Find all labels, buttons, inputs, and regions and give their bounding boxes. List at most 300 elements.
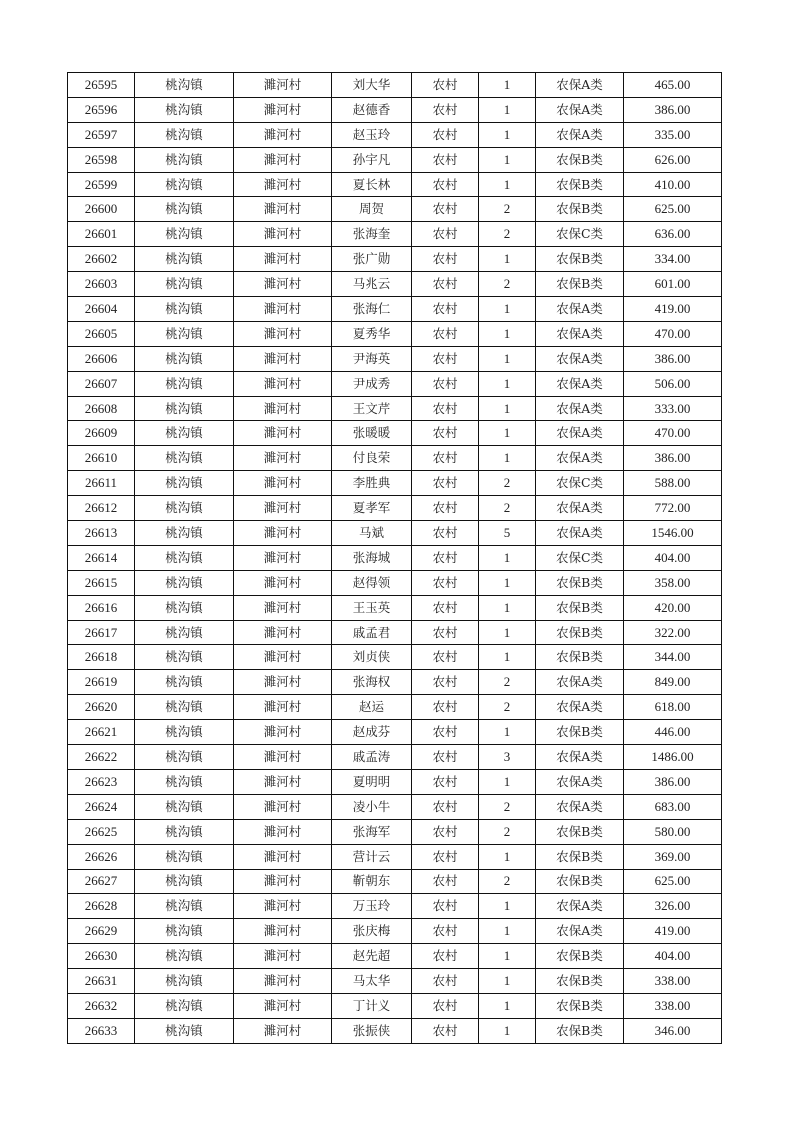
amount-cell: 1486.00 [624, 745, 722, 770]
household-type-cell: 农村 [412, 446, 479, 471]
town-cell: 桃沟镇 [135, 769, 234, 794]
amount-cell: 386.00 [624, 446, 722, 471]
amount-cell: 849.00 [624, 670, 722, 695]
person-count-cell: 1 [479, 346, 536, 371]
town-cell: 桃沟镇 [135, 272, 234, 297]
amount-cell: 386.00 [624, 97, 722, 122]
name-cell: 靳朝东 [332, 869, 412, 894]
amount-cell: 470.00 [624, 421, 722, 446]
serial-number-cell: 26632 [68, 993, 135, 1018]
category-cell: 农保A类 [536, 894, 624, 919]
household-type-cell: 农村 [412, 147, 479, 172]
household-type-cell: 农村 [412, 97, 479, 122]
name-cell: 丁计义 [332, 993, 412, 1018]
name-cell: 张振侠 [332, 1018, 412, 1043]
name-cell: 营计云 [332, 844, 412, 869]
town-cell: 桃沟镇 [135, 969, 234, 994]
village-cell: 濉河村 [234, 396, 332, 421]
serial-number-cell: 26609 [68, 421, 135, 446]
household-type-cell: 农村 [412, 73, 479, 98]
village-cell: 濉河村 [234, 247, 332, 272]
household-type-cell: 农村 [412, 720, 479, 745]
person-count-cell: 1 [479, 247, 536, 272]
name-cell: 戚孟涛 [332, 745, 412, 770]
category-cell: 农保A类 [536, 446, 624, 471]
serial-number-cell: 26614 [68, 545, 135, 570]
table-row [68, 147, 722, 172]
town-cell: 桃沟镇 [135, 247, 234, 272]
household-type-cell: 农村 [412, 272, 479, 297]
table-row [68, 297, 722, 322]
table-row [68, 969, 722, 994]
amount-cell: 419.00 [624, 297, 722, 322]
household-type-cell: 农村 [412, 794, 479, 819]
name-cell: 赵先超 [332, 944, 412, 969]
town-cell: 桃沟镇 [135, 819, 234, 844]
person-count-cell: 1 [479, 720, 536, 745]
household-type-cell: 农村 [412, 944, 479, 969]
person-count-cell: 1 [479, 969, 536, 994]
amount-cell: 470.00 [624, 321, 722, 346]
person-count-cell: 1 [479, 993, 536, 1018]
village-cell: 濉河村 [234, 371, 332, 396]
town-cell: 桃沟镇 [135, 396, 234, 421]
village-cell: 濉河村 [234, 944, 332, 969]
serial-number-cell: 26628 [68, 894, 135, 919]
amount-cell: 580.00 [624, 819, 722, 844]
person-count-cell: 2 [479, 869, 536, 894]
serial-number-cell: 26608 [68, 396, 135, 421]
person-count-cell: 2 [479, 272, 536, 297]
household-type-cell: 农村 [412, 471, 479, 496]
town-cell: 桃沟镇 [135, 794, 234, 819]
household-type-cell: 农村 [412, 496, 479, 521]
serial-number-cell: 26624 [68, 794, 135, 819]
village-cell: 濉河村 [234, 695, 332, 720]
category-cell: 农保B类 [536, 272, 624, 297]
person-count-cell: 3 [479, 745, 536, 770]
town-cell: 桃沟镇 [135, 321, 234, 346]
village-cell: 濉河村 [234, 321, 332, 346]
table-row [68, 819, 722, 844]
category-cell: 农保B类 [536, 570, 624, 595]
serial-number-cell: 26600 [68, 197, 135, 222]
category-cell: 农保B类 [536, 595, 624, 620]
category-cell: 农保B类 [536, 969, 624, 994]
serial-number-cell: 26622 [68, 745, 135, 770]
town-cell: 桃沟镇 [135, 670, 234, 695]
name-cell: 李胜典 [332, 471, 412, 496]
allowance-table [67, 72, 722, 1044]
serial-number-cell: 26606 [68, 346, 135, 371]
village-cell: 濉河村 [234, 769, 332, 794]
category-cell: 农保B类 [536, 944, 624, 969]
amount-cell: 419.00 [624, 919, 722, 944]
serial-number-cell: 26601 [68, 222, 135, 247]
household-type-cell: 农村 [412, 595, 479, 620]
table-row [68, 769, 722, 794]
household-type-cell: 农村 [412, 993, 479, 1018]
village-cell: 濉河村 [234, 446, 332, 471]
table-row [68, 247, 722, 272]
amount-cell: 333.00 [624, 396, 722, 421]
serial-number-cell: 26596 [68, 97, 135, 122]
village-cell: 濉河村 [234, 670, 332, 695]
village-cell: 濉河村 [234, 471, 332, 496]
amount-cell: 326.00 [624, 894, 722, 919]
name-cell: 张庆梅 [332, 919, 412, 944]
table-row [68, 570, 722, 595]
serial-number-cell: 26617 [68, 620, 135, 645]
village-cell: 濉河村 [234, 97, 332, 122]
amount-cell: 338.00 [624, 993, 722, 1018]
person-count-cell: 1 [479, 97, 536, 122]
serial-number-cell: 26598 [68, 147, 135, 172]
town-cell: 桃沟镇 [135, 570, 234, 595]
household-type-cell: 农村 [412, 371, 479, 396]
town-cell: 桃沟镇 [135, 1018, 234, 1043]
village-cell: 濉河村 [234, 421, 332, 446]
village-cell: 濉河村 [234, 894, 332, 919]
household-type-cell: 农村 [412, 894, 479, 919]
person-count-cell: 2 [479, 197, 536, 222]
category-cell: 农保A类 [536, 346, 624, 371]
name-cell: 王文芹 [332, 396, 412, 421]
name-cell: 夏秀华 [332, 321, 412, 346]
category-cell: 农保B类 [536, 247, 624, 272]
village-cell: 濉河村 [234, 720, 332, 745]
table-row [68, 844, 722, 869]
category-cell: 农保C类 [536, 222, 624, 247]
person-count-cell: 2 [479, 794, 536, 819]
serial-number-cell: 26627 [68, 869, 135, 894]
category-cell: 农保A类 [536, 794, 624, 819]
serial-number-cell: 26620 [68, 695, 135, 720]
town-cell: 桃沟镇 [135, 720, 234, 745]
town-cell: 桃沟镇 [135, 446, 234, 471]
household-type-cell: 农村 [412, 172, 479, 197]
serial-number-cell: 26629 [68, 919, 135, 944]
table-row [68, 421, 722, 446]
category-cell: 农保A类 [536, 421, 624, 446]
category-cell: 农保B类 [536, 844, 624, 869]
village-cell: 濉河村 [234, 645, 332, 670]
amount-cell: 625.00 [624, 869, 722, 894]
town-cell: 桃沟镇 [135, 172, 234, 197]
town-cell: 桃沟镇 [135, 595, 234, 620]
town-cell: 桃沟镇 [135, 197, 234, 222]
village-cell: 濉河村 [234, 869, 332, 894]
household-type-cell: 农村 [412, 396, 479, 421]
amount-cell: 601.00 [624, 272, 722, 297]
town-cell: 桃沟镇 [135, 620, 234, 645]
household-type-cell: 农村 [412, 197, 479, 222]
table-row [68, 371, 722, 396]
amount-cell: 506.00 [624, 371, 722, 396]
category-cell: 农保A类 [536, 396, 624, 421]
household-type-cell: 农村 [412, 620, 479, 645]
amount-cell: 338.00 [624, 969, 722, 994]
person-count-cell: 1 [479, 371, 536, 396]
table-row [68, 670, 722, 695]
village-cell: 濉河村 [234, 794, 332, 819]
household-type-cell: 农村 [412, 769, 479, 794]
serial-number-cell: 26595 [68, 73, 135, 98]
name-cell: 付良荣 [332, 446, 412, 471]
table-row [68, 396, 722, 421]
person-count-cell: 2 [479, 471, 536, 496]
town-cell: 桃沟镇 [135, 371, 234, 396]
town-cell: 桃沟镇 [135, 869, 234, 894]
amount-cell: 369.00 [624, 844, 722, 869]
town-cell: 桃沟镇 [135, 919, 234, 944]
serial-number-cell: 26626 [68, 844, 135, 869]
serial-number-cell: 26604 [68, 297, 135, 322]
table-row [68, 321, 722, 346]
table-row [68, 97, 722, 122]
person-count-cell: 2 [479, 670, 536, 695]
table-row [68, 197, 722, 222]
town-cell: 桃沟镇 [135, 993, 234, 1018]
name-cell: 张海权 [332, 670, 412, 695]
serial-number-cell: 26631 [68, 969, 135, 994]
person-count-cell: 2 [479, 222, 536, 247]
serial-number-cell: 26625 [68, 819, 135, 844]
amount-cell: 404.00 [624, 545, 722, 570]
household-type-cell: 农村 [412, 919, 479, 944]
table-row [68, 993, 722, 1018]
town-cell: 桃沟镇 [135, 496, 234, 521]
household-type-cell: 农村 [412, 521, 479, 546]
table-row [68, 73, 722, 98]
category-cell: 农保B类 [536, 869, 624, 894]
amount-cell: 1546.00 [624, 521, 722, 546]
amount-cell: 420.00 [624, 595, 722, 620]
name-cell: 凌小牛 [332, 794, 412, 819]
serial-number-cell: 26616 [68, 595, 135, 620]
table-row [68, 545, 722, 570]
table-row [68, 1018, 722, 1043]
name-cell: 戚孟君 [332, 620, 412, 645]
name-cell: 孙宇凡 [332, 147, 412, 172]
village-cell: 濉河村 [234, 272, 332, 297]
table-row [68, 720, 722, 745]
household-type-cell: 农村 [412, 819, 479, 844]
person-count-cell: 1 [479, 645, 536, 670]
category-cell: 农保B类 [536, 197, 624, 222]
household-type-cell: 农村 [412, 570, 479, 595]
amount-cell: 626.00 [624, 147, 722, 172]
name-cell: 夏明明 [332, 769, 412, 794]
village-cell: 濉河村 [234, 595, 332, 620]
household-type-cell: 农村 [412, 670, 479, 695]
amount-cell: 334.00 [624, 247, 722, 272]
name-cell: 赵运 [332, 695, 412, 720]
category-cell: 农保A类 [536, 496, 624, 521]
village-cell: 濉河村 [234, 919, 332, 944]
village-cell: 濉河村 [234, 172, 332, 197]
category-cell: 农保B类 [536, 172, 624, 197]
amount-cell: 346.00 [624, 1018, 722, 1043]
name-cell: 周贺 [332, 197, 412, 222]
name-cell: 尹成秀 [332, 371, 412, 396]
amount-cell: 683.00 [624, 794, 722, 819]
amount-cell: 344.00 [624, 645, 722, 670]
town-cell: 桃沟镇 [135, 545, 234, 570]
serial-number-cell: 26602 [68, 247, 135, 272]
village-cell: 濉河村 [234, 620, 332, 645]
town-cell: 桃沟镇 [135, 346, 234, 371]
village-cell: 濉河村 [234, 969, 332, 994]
category-cell: 农保B类 [536, 645, 624, 670]
table-row [68, 745, 722, 770]
amount-cell: 618.00 [624, 695, 722, 720]
amount-cell: 404.00 [624, 944, 722, 969]
table-row [68, 944, 722, 969]
household-type-cell: 农村 [412, 346, 479, 371]
amount-cell: 322.00 [624, 620, 722, 645]
town-cell: 桃沟镇 [135, 745, 234, 770]
table-row [68, 894, 722, 919]
category-cell: 农保A类 [536, 745, 624, 770]
name-cell: 张海城 [332, 545, 412, 570]
serial-number-cell: 26619 [68, 670, 135, 695]
table-row [68, 521, 722, 546]
category-cell: 农保A类 [536, 521, 624, 546]
person-count-cell: 5 [479, 521, 536, 546]
category-cell: 农保A类 [536, 769, 624, 794]
serial-number-cell: 26607 [68, 371, 135, 396]
village-cell: 濉河村 [234, 346, 332, 371]
amount-cell: 588.00 [624, 471, 722, 496]
household-type-cell: 农村 [412, 869, 479, 894]
town-cell: 桃沟镇 [135, 73, 234, 98]
person-count-cell: 1 [479, 421, 536, 446]
category-cell: 农保A类 [536, 297, 624, 322]
household-type-cell: 农村 [412, 695, 479, 720]
village-cell: 濉河村 [234, 993, 332, 1018]
serial-number-cell: 26611 [68, 471, 135, 496]
household-type-cell: 农村 [412, 247, 479, 272]
table-row [68, 346, 722, 371]
town-cell: 桃沟镇 [135, 695, 234, 720]
household-type-cell: 农村 [412, 645, 479, 670]
serial-number-cell: 26630 [68, 944, 135, 969]
person-count-cell: 1 [479, 919, 536, 944]
serial-number-cell: 26605 [68, 321, 135, 346]
village-cell: 濉河村 [234, 1018, 332, 1043]
village-cell: 濉河村 [234, 122, 332, 147]
person-count-cell: 1 [479, 147, 536, 172]
name-cell: 马斌 [332, 521, 412, 546]
person-count-cell: 1 [479, 545, 536, 570]
category-cell: 农保A类 [536, 670, 624, 695]
category-cell: 农保A类 [536, 371, 624, 396]
town-cell: 桃沟镇 [135, 147, 234, 172]
name-cell: 刘贞侠 [332, 645, 412, 670]
serial-number-cell: 26612 [68, 496, 135, 521]
serial-number-cell: 26623 [68, 769, 135, 794]
village-cell: 濉河村 [234, 197, 332, 222]
person-count-cell: 1 [479, 172, 536, 197]
name-cell: 夏长林 [332, 172, 412, 197]
table-body [68, 73, 722, 1044]
name-cell: 张海军 [332, 819, 412, 844]
amount-cell: 446.00 [624, 720, 722, 745]
serial-number-cell: 26621 [68, 720, 135, 745]
town-cell: 桃沟镇 [135, 645, 234, 670]
household-type-cell: 农村 [412, 545, 479, 570]
category-cell: 农保B类 [536, 1018, 624, 1043]
person-count-cell: 1 [479, 844, 536, 869]
person-count-cell: 1 [479, 769, 536, 794]
name-cell: 万玉玲 [332, 894, 412, 919]
amount-cell: 465.00 [624, 73, 722, 98]
amount-cell: 335.00 [624, 122, 722, 147]
category-cell: 农保B类 [536, 620, 624, 645]
household-type-cell: 农村 [412, 421, 479, 446]
category-cell: 农保A类 [536, 73, 624, 98]
serial-number-cell: 26610 [68, 446, 135, 471]
name-cell: 马太华 [332, 969, 412, 994]
name-cell: 刘大华 [332, 73, 412, 98]
category-cell: 农保A类 [536, 919, 624, 944]
amount-cell: 386.00 [624, 346, 722, 371]
village-cell: 濉河村 [234, 844, 332, 869]
person-count-cell: 1 [479, 595, 536, 620]
amount-cell: 636.00 [624, 222, 722, 247]
amount-cell: 358.00 [624, 570, 722, 595]
person-count-cell: 1 [479, 396, 536, 421]
town-cell: 桃沟镇 [135, 471, 234, 496]
village-cell: 濉河村 [234, 545, 332, 570]
town-cell: 桃沟镇 [135, 521, 234, 546]
name-cell: 赵德香 [332, 97, 412, 122]
serial-number-cell: 26615 [68, 570, 135, 595]
person-count-cell: 1 [479, 1018, 536, 1043]
town-cell: 桃沟镇 [135, 97, 234, 122]
category-cell: 农保A类 [536, 695, 624, 720]
name-cell: 夏孝军 [332, 496, 412, 521]
person-count-cell: 1 [479, 73, 536, 98]
person-count-cell: 1 [479, 944, 536, 969]
household-type-cell: 农村 [412, 745, 479, 770]
table-row [68, 645, 722, 670]
household-type-cell: 农村 [412, 1018, 479, 1043]
serial-number-cell: 26613 [68, 521, 135, 546]
name-cell: 马兆云 [332, 272, 412, 297]
town-cell: 桃沟镇 [135, 297, 234, 322]
town-cell: 桃沟镇 [135, 122, 234, 147]
village-cell: 濉河村 [234, 147, 332, 172]
town-cell: 桃沟镇 [135, 894, 234, 919]
table-row [68, 446, 722, 471]
household-type-cell: 农村 [412, 969, 479, 994]
amount-cell: 386.00 [624, 769, 722, 794]
amount-cell: 772.00 [624, 496, 722, 521]
person-count-cell: 2 [479, 695, 536, 720]
category-cell: 农保B类 [536, 720, 624, 745]
table-row [68, 595, 722, 620]
name-cell: 张广勋 [332, 247, 412, 272]
table-row [68, 222, 722, 247]
serial-number-cell: 26633 [68, 1018, 135, 1043]
household-type-cell: 农村 [412, 844, 479, 869]
household-type-cell: 农村 [412, 222, 479, 247]
table-row [68, 172, 722, 197]
person-count-cell: 1 [479, 122, 536, 147]
category-cell: 农保A类 [536, 321, 624, 346]
